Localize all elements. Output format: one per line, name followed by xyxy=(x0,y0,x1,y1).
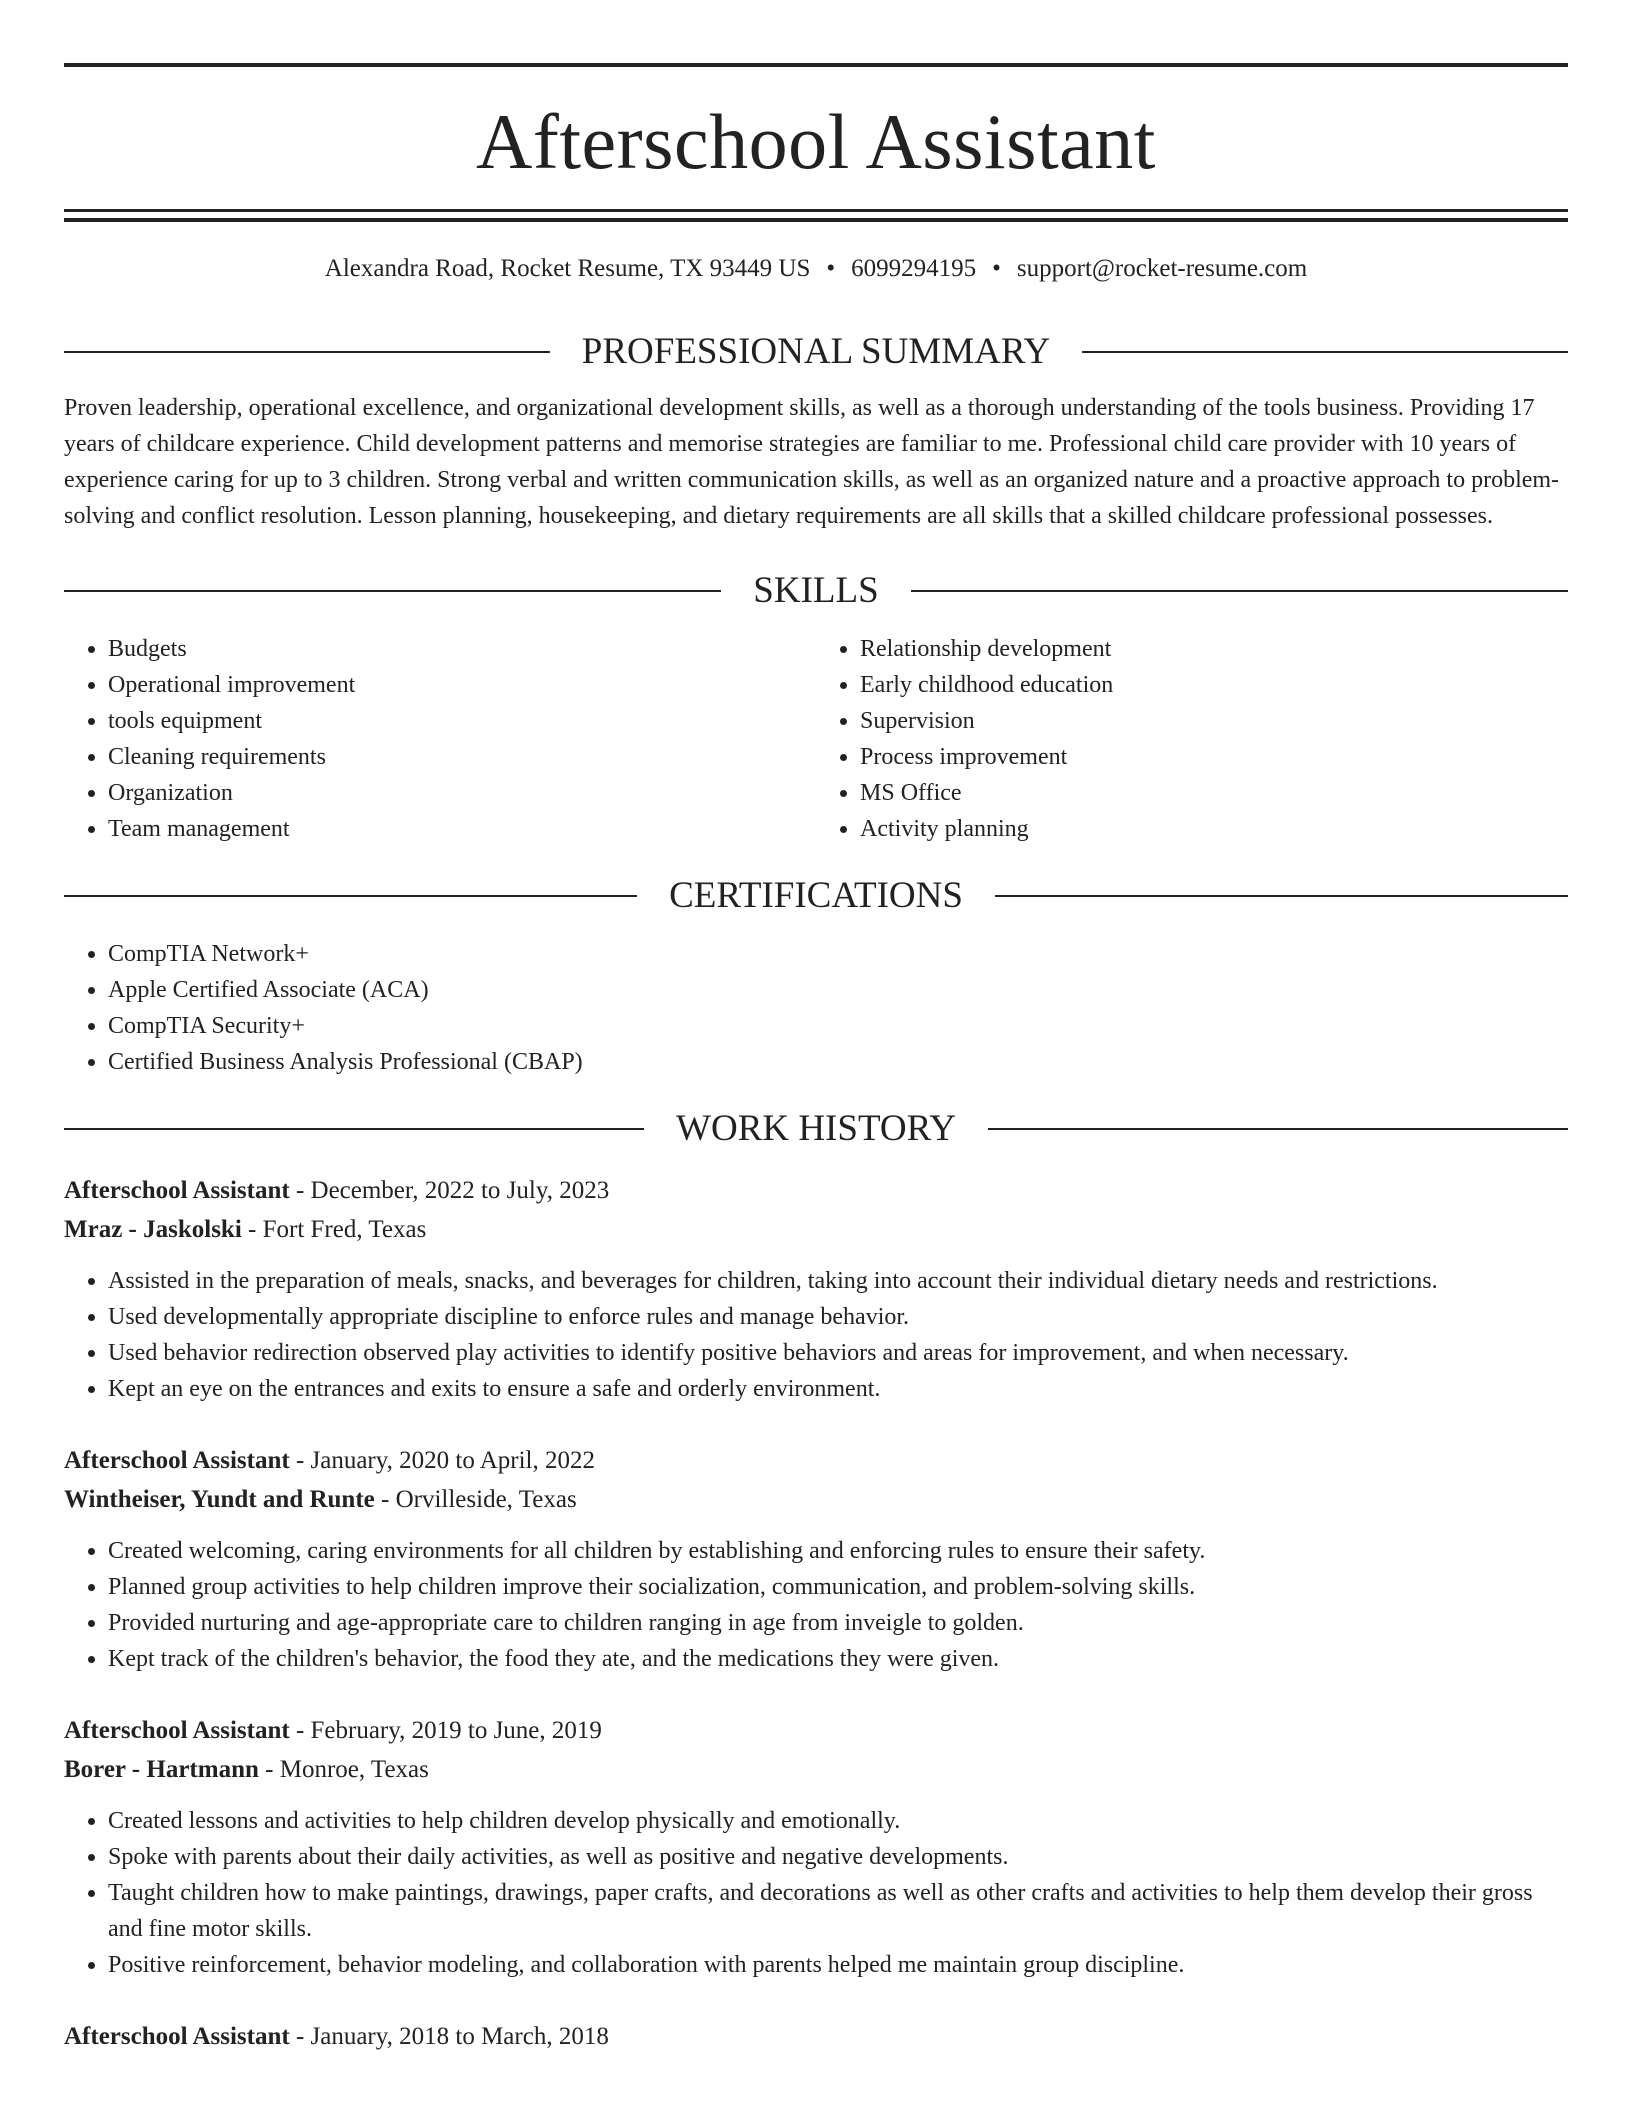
job-duty-item: • Provided nurturing and age-appropriate care to children ranging in age from inveigle to golden. xyxy=(108,1605,1568,1641)
section-title: WORK HISTORY xyxy=(676,1108,956,1149)
skill-item: • Supervision xyxy=(860,703,1568,739)
job-duties-list xyxy=(64,1533,1568,1677)
job-duty-item: • Assisted in the preparation of meals, snacks, and beverages for children, taking into account their individual dietary needs and restrictions. xyxy=(108,1263,1568,1299)
job-dates: - January, 2018 to March, 2018 xyxy=(289,2023,609,2050)
job-duties-list xyxy=(64,1803,1568,1983)
job-entry xyxy=(64,2017,1568,2056)
job-entry xyxy=(64,1441,1568,1677)
certification-item: • Certified Business Analysis Professional (CBAP) xyxy=(108,1044,1568,1080)
job-duties-list xyxy=(64,1263,1568,1407)
job-duty-item: • Taught children how to make paintings, drawings, paper crafts, and decorations as well as other crafts and activities to help them develop their gross and fine motor skills. xyxy=(108,1875,1568,1947)
job-title-line xyxy=(64,2017,1568,2056)
job-duty-item: • Used developmentally appropriate discipline to enforce rules and manage behavior. xyxy=(108,1299,1568,1335)
section-heading-skills xyxy=(64,572,1568,609)
section-heading-summary xyxy=(64,333,1568,370)
resume-content xyxy=(64,0,1568,2056)
job-location: - Fort Fred, Texas xyxy=(241,1216,427,1243)
job-dates: - January, 2020 to April, 2022 xyxy=(289,1447,595,1474)
job-title: Afterschool Assistant xyxy=(64,2023,290,2050)
skill-item: • MS Office xyxy=(860,775,1568,811)
certifications-list xyxy=(64,936,1568,1080)
contact-address: Alexandra Road, Rocket Resume, TX 93449 US xyxy=(324,255,811,282)
section-title: PROFESSIONAL SUMMARY xyxy=(581,331,1051,372)
section-title: CERTIFICATIONS xyxy=(669,875,963,916)
job-title-line xyxy=(64,1711,1568,1750)
skills-list xyxy=(64,631,1568,847)
skill-item: • Early childhood education xyxy=(860,667,1568,703)
job-company-line xyxy=(64,1480,1568,1519)
skill-item: • Process improvement xyxy=(860,739,1568,775)
job-title-line xyxy=(64,1441,1568,1480)
job-company: Borer - Hartmann xyxy=(64,1756,259,1783)
skill-item: • Organization xyxy=(108,775,816,811)
certification-item: • CompTIA Security+ xyxy=(108,1008,1568,1044)
skills-column-right xyxy=(816,631,1568,847)
job-company-line xyxy=(64,1750,1568,1789)
job-duty-item: • Created welcoming, caring environments for all children by establishing and enforcing rules to ensure their safety. xyxy=(108,1533,1568,1569)
job-company: Mraz - Jaskolski xyxy=(64,1216,242,1243)
contact-line xyxy=(64,255,1568,285)
contact-separator: • xyxy=(992,255,1001,282)
job-duty-item: • Used behavior redirection observed play activities to identify positive behaviors and areas for improvement, and when necessary. xyxy=(108,1335,1568,1371)
job-duty-item: • Spoke with parents about their daily activities, as well as positive and negative developments. xyxy=(108,1839,1568,1875)
job-duty-item: • Created lessons and activities to help children develop physically and emotionally. xyxy=(108,1803,1568,1839)
job-title: Afterschool Assistant xyxy=(64,1177,290,1204)
resume-title: Afterschool Assistant xyxy=(476,98,1156,185)
section-heading-work-history xyxy=(64,1110,1568,1147)
work-history-list xyxy=(64,1171,1568,2056)
certification-item: • CompTIA Network+ xyxy=(108,936,1568,972)
job-company-line xyxy=(64,1210,1568,1249)
job-duty-item: • Positive reinforcement, behavior modeling, and collaboration with parents helped me maintain group discipline. xyxy=(108,1947,1568,1983)
section-heading-certifications xyxy=(64,877,1568,914)
job-dates: - February, 2019 to June, 2019 xyxy=(289,1717,602,1744)
job-duty-item: • Planned group activities to help children improve their socialization, communication, and problem-solving skills. xyxy=(108,1569,1568,1605)
skill-item: • Cleaning requirements xyxy=(108,739,816,775)
title-double-rule xyxy=(64,209,1568,222)
job-company: Wintheiser, Yundt and Runte xyxy=(64,1486,375,1513)
contact-separator: • xyxy=(826,255,836,282)
skill-item: • Relationship development xyxy=(860,631,1568,667)
skill-item: • Operational improvement xyxy=(108,667,816,703)
skills-column-left xyxy=(64,631,816,847)
top-rule xyxy=(64,63,1568,67)
skill-item: • Team management xyxy=(108,811,816,847)
job-entry xyxy=(64,1711,1568,1983)
job-title-line xyxy=(64,1171,1568,1210)
skill-item: • tools equipment xyxy=(108,703,816,739)
job-title: Afterschool Assistant xyxy=(64,1717,290,1744)
skill-item: • Budgets xyxy=(108,631,816,667)
job-duty-item: • Kept an eye on the entrances and exits to ensure a safe and orderly environment. xyxy=(108,1371,1568,1407)
skill-item: • Activity planning xyxy=(860,811,1568,847)
job-duty-item: • Kept track of the children's behavior, the food they ate, and the medications they were given. xyxy=(108,1641,1568,1677)
job-location: - Orvilleside, Texas xyxy=(374,1486,577,1513)
certification-item: • Apple Certified Associate (ACA) xyxy=(108,972,1568,1008)
section-title: SKILLS xyxy=(753,570,879,611)
job-title: Afterschool Assistant xyxy=(64,1447,290,1474)
job-dates: - December, 2022 to July, 2023 xyxy=(289,1177,610,1204)
job-entry xyxy=(64,1171,1568,1407)
job-location: - Monroe, Texas xyxy=(258,1756,429,1783)
contact-phone: 6099294195 xyxy=(851,255,977,282)
summary-text: Proven leadership, operational excellence, and organizational development skills, as well as a thorough understanding of the tools business. Providing 17 years of childcare experience. Child development patterns and memorise strategies are familiar to me. Professional child care provider with 10 years of experience caring for up to 3 children. Strong verbal and written communication skills, as well as an organized nature and a proactive approach to problem-solving and conflict resolution. Lesson planning, housekeeping, and dietary requirements are all skills that a skilled childcare professional possesses. xyxy=(64,395,1560,529)
contact-email[interactable]: support@rocket-resume.com xyxy=(1016,255,1308,282)
